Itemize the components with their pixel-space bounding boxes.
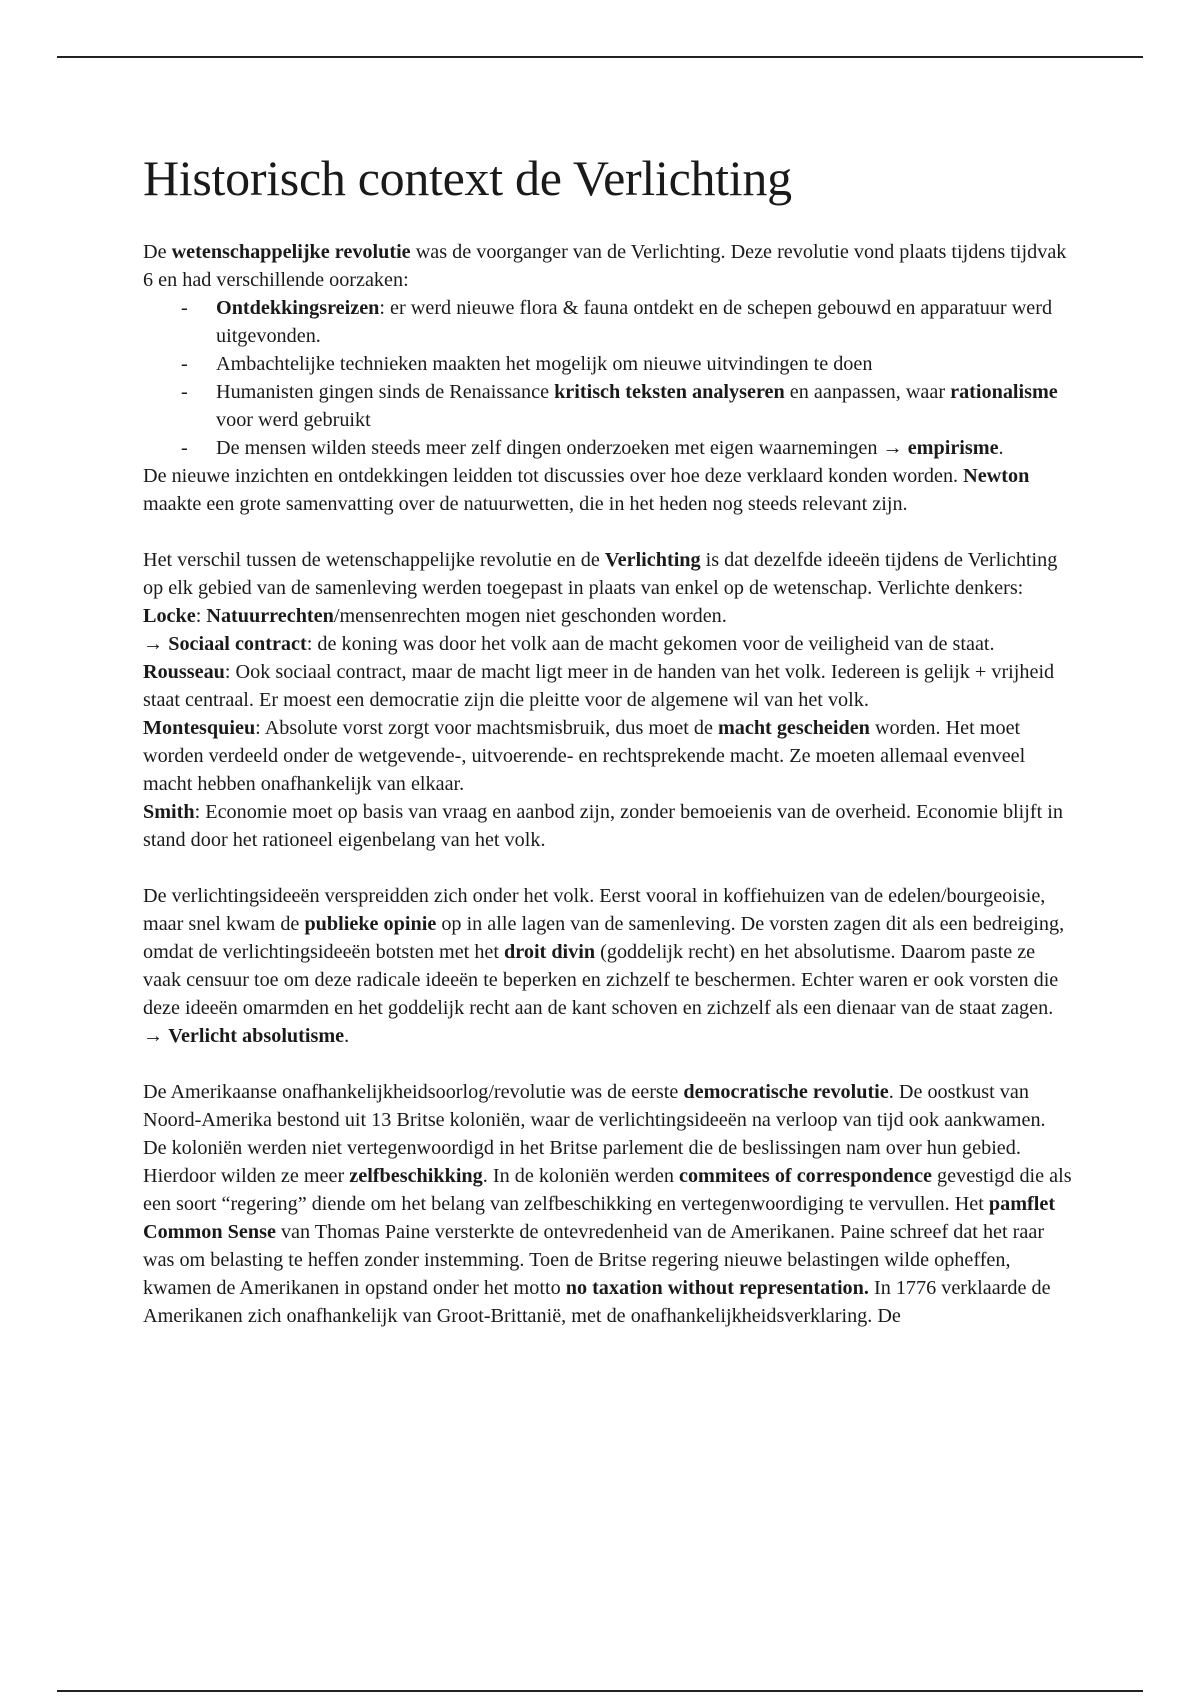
dash-bullet: -	[181, 437, 188, 459]
list-item: - Humanisten gingen sinds de Renaissance kritisch teksten analyseren en aanpassen, waar rationalisme voor werd gebruikt	[143, 378, 1073, 434]
list-item: - Ontdekkingsreizen: er werd nieuwe flora & fauna ontdekt en de schepen gebouwd en apparatuur werd uitgevonden.	[143, 294, 1073, 350]
amerikaanse-revolutie-paragraph: De Amerikaanse onafhankelijkheidsoorlog/revolutie was de eerste democratische revolutie. De oostkust van Noord-Amerika bestond uit 13 Britse koloniën, waar de verlichtingsideeën na verloop van tijd ook aankwamen. De koloniën werden niet vertegenwoordigd in het Britse parlement die de beslissingen nam over hun gebied. Hierdoor wilden ze meer zelfbeschikking. In de koloniën werden commitees of correspondence gevestigd die als een soort “regering” diende om het belang van zelfbeschikking en vertegenwoordiging te vervullen. Het pamflet Common Sense van Thomas Paine versterkte de ontevredenheid van de Amerikanen. Paine schreef dat het raar was om belasting te heffen zonder instemming. Toen de Britse regering nieuwe belastingen wilde opheffen, kwamen de Amerikanen in opstand onder het motto no taxation without representation. In 1776 verklaarde de Amerikanen zich onafhankelijk van Groot-Brittanië, met de onafhankelijkheidsverklaring. De	[143, 1081, 1072, 1327]
bottom-rule	[57, 1690, 1143, 1692]
term-wetenschappelijke-revolutie: wetenschappelijke revolutie	[171, 241, 411, 263]
causes-list	[143, 294, 1073, 462]
page-title: Historisch context de Verlichting	[143, 150, 792, 206]
dash-bullet: -	[181, 381, 188, 403]
newton-paragraph: De nieuwe inzichten en ontdekkingen leidden tot discussies over hoe deze verklaard konden worden. Newton maakte een grote samenvatting over de natuurwetten, die in het heden nog steeds relevant zijn.	[143, 465, 1030, 515]
list-item: - De mensen wilden steeds meer zelf dingen onderzoeken met eigen waarnemingen → empirisme.	[143, 434, 1073, 462]
montesquieu-line: Montesquieu: Absolute vorst zorgt voor machtsmisbruik, dus moet de macht gescheiden worden. Het moet worden verdeeld onder de wetgevende-, uitvoerende- en rechtsprekende macht. Ze moeten allemaal evenveel macht hebben onafhankelijk van elkaar.	[143, 717, 1026, 795]
smith-line: Smith: Economie moet op basis van vraag en aanbod zijn, zonder bemoeienis van de overheid. Economie blijft in stand door het rationeel eigenbelang van het volk.	[143, 801, 1063, 851]
locke-line: Locke: Natuurrechten/mensenrechten mogen niet geschonden worden.	[143, 605, 727, 627]
intro-paragraph: De wetenschappelijke revolutie was de voorganger van de Verlichting. Deze revolutie vond plaats tijdens tijdvak 6 en had verschillende oorzaken:	[143, 241, 1067, 291]
publieke-opinie-paragraph: De verlichtingsideeën verspreidden zich onder het volk. Eerst vooral in koffiehuizen van de edelen/bourgeoisie, maar snel kwam de publieke opinie op in alle lagen van de samenleving. De vorsten zagen dit als een bedreiging, omdat de verlichtingsideeën botsten met het droit divin (goddelijk recht) en het absolutisme. Daarom paste ze vaak censuur toe om deze radicale ideeën te beperken en zichzelf te beschermen. Echter waren er ook vorsten die deze ideeën omarmden en het goddelijk recht aan de kant schoven en zichzelf als een dienaar van de staat zagen. → Verlicht absolutisme.	[143, 885, 1065, 1047]
rousseau-line: Rousseau: Ook sociaal contract, maar de macht ligt meer in de handen van het volk. Iedereen is gelijk + vrijheid staat centraal. Er moest een democratie zijn die pleitte voor de algemene wil van het volk.	[143, 661, 1055, 711]
document-body	[143, 148, 1073, 1330]
dash-bullet: -	[181, 297, 188, 319]
top-rule	[57, 56, 1143, 58]
list-item: - Ambachtelijke technieken maakten het mogelijk om nieuwe uitvindingen te doen	[143, 350, 1073, 378]
verlichting-paragraph: Het verschil tussen de wetenschappelijke revolutie en de Verlichting is dat dezelfde ideeën tijdens de Verlichting op elk gebied van de samenleving werden toegepast in plaats van enkel op de wetenschap. Verlichte denkers:	[143, 549, 1058, 599]
sociaal-contract-line: → Sociaal contract: de koning was door het volk aan de macht gekomen voor de veiligheid van de staat.	[143, 633, 995, 655]
arrow-icon: →	[143, 633, 169, 655]
dash-bullet: -	[181, 353, 188, 375]
